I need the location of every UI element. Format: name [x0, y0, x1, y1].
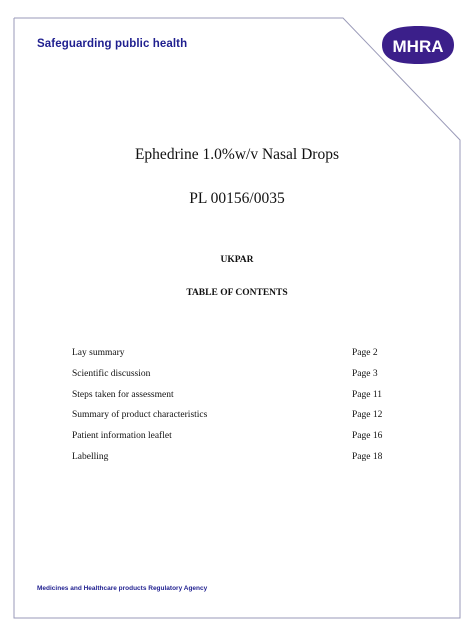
pl-number: PL 00156/0035: [189, 190, 285, 207]
toc-label: Patient information leaflet: [72, 431, 172, 442]
toc-label: Lay summary: [72, 348, 125, 358]
toc-page: Page 11: [352, 389, 382, 400]
toc-page: Page 3: [352, 368, 378, 379]
toc-row[interactable]: [72, 452, 392, 473]
toc-label: Summary of product characteristics: [72, 410, 208, 421]
document-title: Ephedrine 1.0%w/v Nasal Drops: [134, 146, 340, 163]
toc-heading: TABLE OF CONTENTS: [186, 288, 288, 298]
toc-row[interactable]: [72, 348, 392, 369]
toc-row[interactable]: [72, 369, 392, 390]
toc-page: Page 18: [352, 451, 383, 462]
toc-page: Page 16: [352, 431, 383, 442]
tagline: Safeguarding public health: [37, 38, 188, 50]
toc-page: Page 2: [352, 348, 378, 358]
logo-text: MHRA: [392, 37, 444, 56]
toc-label: Labelling: [72, 451, 109, 462]
table-of-contents: [72, 348, 392, 473]
toc-row[interactable]: [72, 410, 392, 431]
footer-agency: Medicines and Healthcare products Regulatory Agency: [37, 585, 208, 592]
toc-label: Scientific discussion: [72, 368, 151, 379]
toc-row[interactable]: [72, 431, 392, 452]
report-type: UKPAR: [220, 255, 254, 265]
toc-page: Page 12: [352, 410, 383, 421]
toc-row[interactable]: [72, 390, 392, 411]
toc-label: Steps taken for assessment: [72, 389, 174, 400]
mhra-logo: [378, 24, 458, 66]
